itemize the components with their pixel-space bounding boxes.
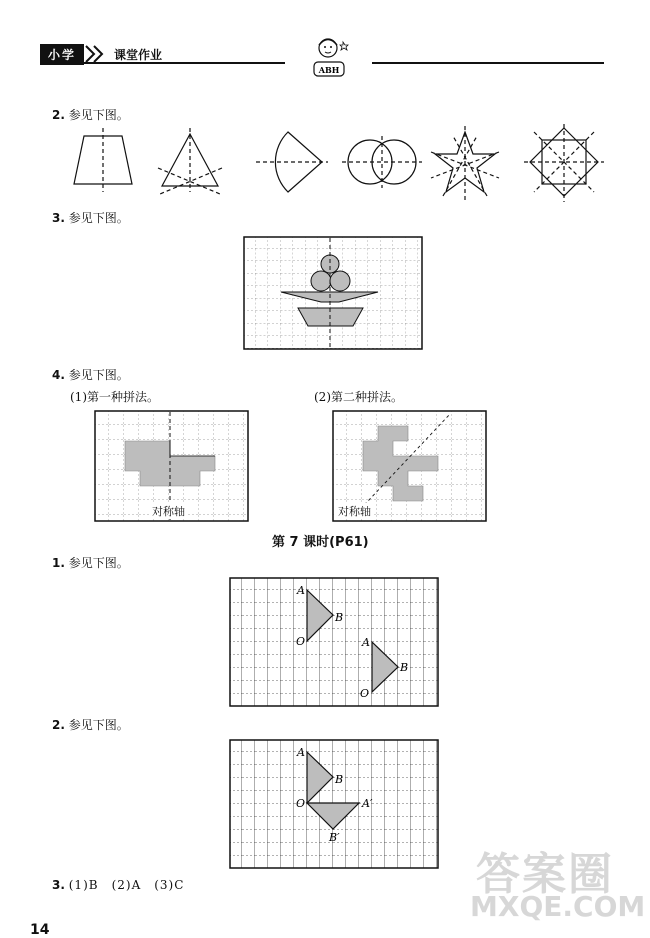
header-title: 课堂作业: [114, 47, 163, 62]
subquestion-1: (1)第一种拼法。: [70, 390, 159, 404]
question-3-lesson7: 3. (1)B (2)A (3)C: [52, 878, 185, 892]
axis-caption-1: 对称轴: [152, 505, 185, 518]
question-1-lesson7: 1. 参见下图。: [52, 556, 129, 570]
fan-figure: [256, 132, 328, 192]
question-2-top: 2. 参见下图。: [52, 108, 129, 122]
trapezoid-figure: [74, 128, 132, 192]
mascot-icon: [300, 34, 364, 82]
page-number: 14: [30, 922, 50, 938]
label-B-3: B: [335, 773, 344, 786]
header-tag: 小学: [40, 44, 84, 65]
label-A: A: [297, 584, 305, 597]
two-circles-figure: [342, 136, 422, 188]
square-diamond-figure: [520, 124, 610, 204]
label-A-3: A: [297, 746, 305, 759]
subquestion-2: (2)第二种拼法。: [314, 390, 403, 404]
label-O-2: O: [360, 687, 370, 700]
rotation-grid-2: [229, 739, 439, 869]
label-B-prime: B′: [329, 831, 340, 844]
axis-caption-2: 对称轴: [338, 505, 371, 518]
label-O-3: O: [296, 797, 306, 810]
symmetric-figures: [60, 124, 520, 204]
label-B: B: [335, 611, 344, 624]
flower-pot-grid: [243, 236, 423, 350]
chevron-icon: [84, 44, 108, 64]
label-B-2: B: [400, 661, 409, 674]
section-title: 第 7 课时(P61): [272, 535, 369, 550]
label-O: O: [296, 635, 306, 648]
watermark-line-1: 答案圈: [476, 849, 614, 900]
rotation-grid-1: [229, 577, 439, 707]
mascot-sign: ABH: [318, 65, 340, 75]
label-A-2: A: [362, 636, 370, 649]
question-3-top: 3. 参见下图。: [52, 211, 129, 225]
star-figure: [431, 126, 499, 202]
question-4-top: 4. 参见下图。: [52, 368, 129, 382]
header-rule-right: [372, 62, 604, 64]
header: [40, 44, 162, 64]
question-2-lesson7: 2. 参见下图。: [52, 718, 129, 732]
label-A-prime: A′: [362, 797, 373, 810]
watermark-line-2: MXQE.COM: [470, 890, 646, 923]
header-rule-left: [40, 62, 285, 64]
triangle-figure: [158, 128, 222, 194]
